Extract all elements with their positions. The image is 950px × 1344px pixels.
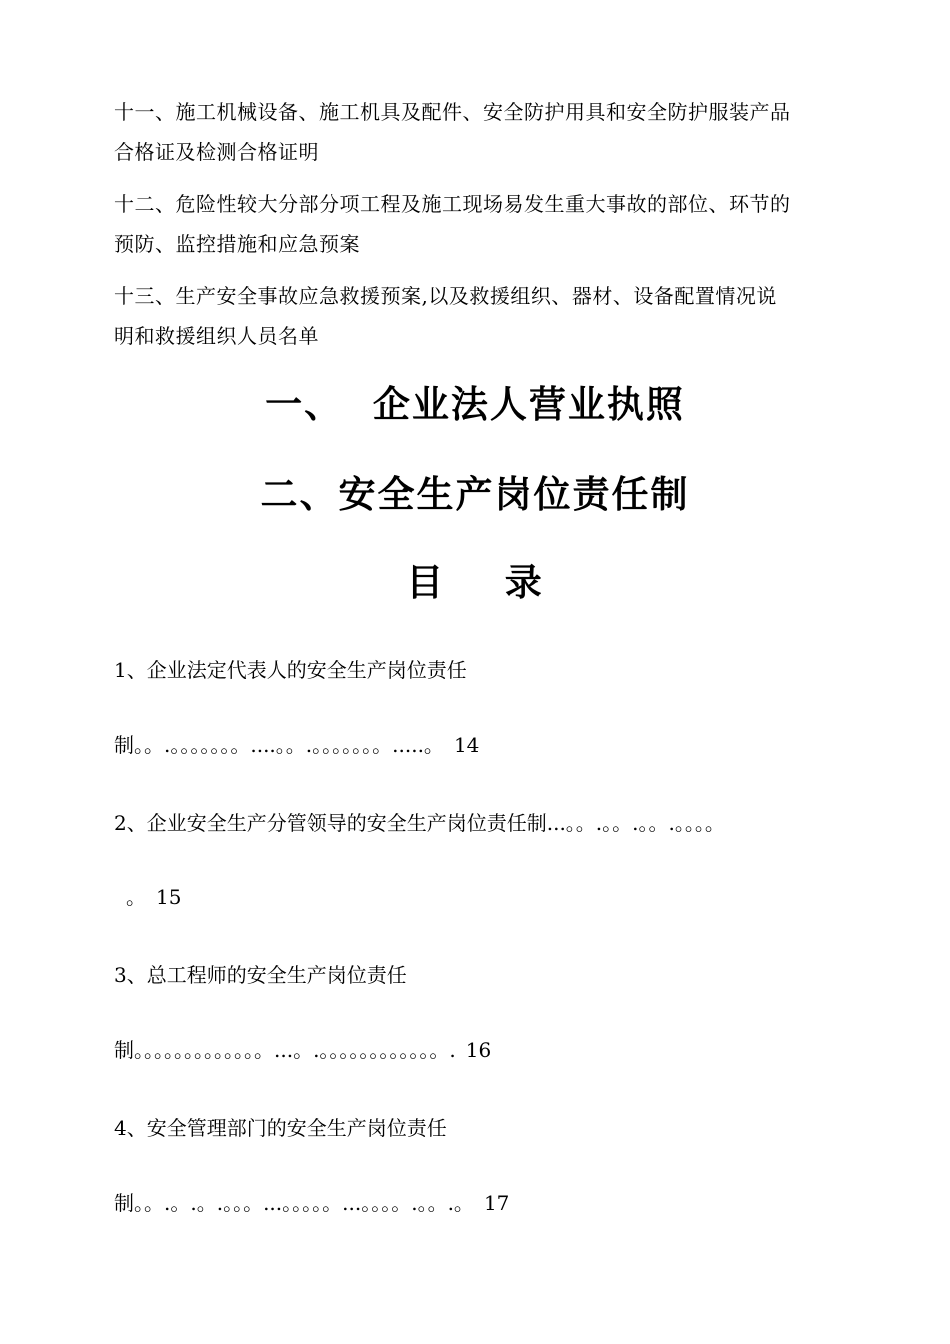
list-item-12-line2: 预防、监控措施和应急预案 <box>114 232 360 256</box>
list-item-11-line2: 合格证及检测合格证明 <box>114 140 319 164</box>
toc-entry-2-title: 2、企业安全生产分管领导的安全生产岗位责任制...。。.。。.。。.。。。。 <box>114 811 725 835</box>
list-item-11-line1: 十一、施工机械设备、施工机具及配件、安全防护用具和安全防护服装产品 <box>114 100 791 124</box>
list-item-12 <box>114 184 854 264</box>
toc-entry-3-title: 3、总工程师的安全生产岗位责任 <box>114 963 407 987</box>
toc-entry-4-leader-line <box>114 1188 864 1218</box>
toc-entry-2-leader: 。 <box>126 885 146 909</box>
toc-entry-1-leader: 制。。.。。。。。。。....。。.。。。。。。。.....。 <box>114 733 444 757</box>
toc-title: 目 录 <box>406 560 544 604</box>
toc-entry-1-title: 1、企业法定代表人的安全生产岗位责任 <box>114 658 467 682</box>
list-item-13-line1: 十三、生产安全事故应急救援预案,以及救援组织、器材、设备配置情况说 <box>114 284 777 308</box>
toc-entry-4-page: 17 <box>483 1191 510 1215</box>
toc-entry-1-leader-line <box>114 730 864 760</box>
heading-business-license: 一、 企业法人营业执照 <box>265 382 685 426</box>
list-item-13 <box>114 276 854 356</box>
toc-entry-3-leader-line <box>114 1035 864 1065</box>
toc-entry-1-page: 14 <box>453 733 480 757</box>
toc-entry-2-leader-line <box>114 882 864 912</box>
toc-entry-3-leader: 制。。。。。。。。。。。。。...。.。。。。。。。。。。。。. <box>114 1038 456 1062</box>
toc-entry-4-title: 4、安全管理部门的安全生产岗位责任 <box>114 1116 447 1140</box>
toc-entry-2-page: 15 <box>156 885 182 909</box>
toc-entry-4-leader: 制。。.。.。.。。。...。。。。。...。。。。.。。.。 <box>114 1191 474 1215</box>
heading-safety-responsibility: 二、安全生产岗位责任制 <box>260 472 690 516</box>
list-item-12-line1: 十二、危险性较大分部分项工程及施工现场易发生重大事故的部位、环节的 <box>114 192 791 216</box>
list-item-13-line2: 明和救援组织人员名单 <box>114 324 319 348</box>
list-item-11 <box>114 92 854 172</box>
toc-entry-3-page: 16 <box>465 1038 492 1062</box>
